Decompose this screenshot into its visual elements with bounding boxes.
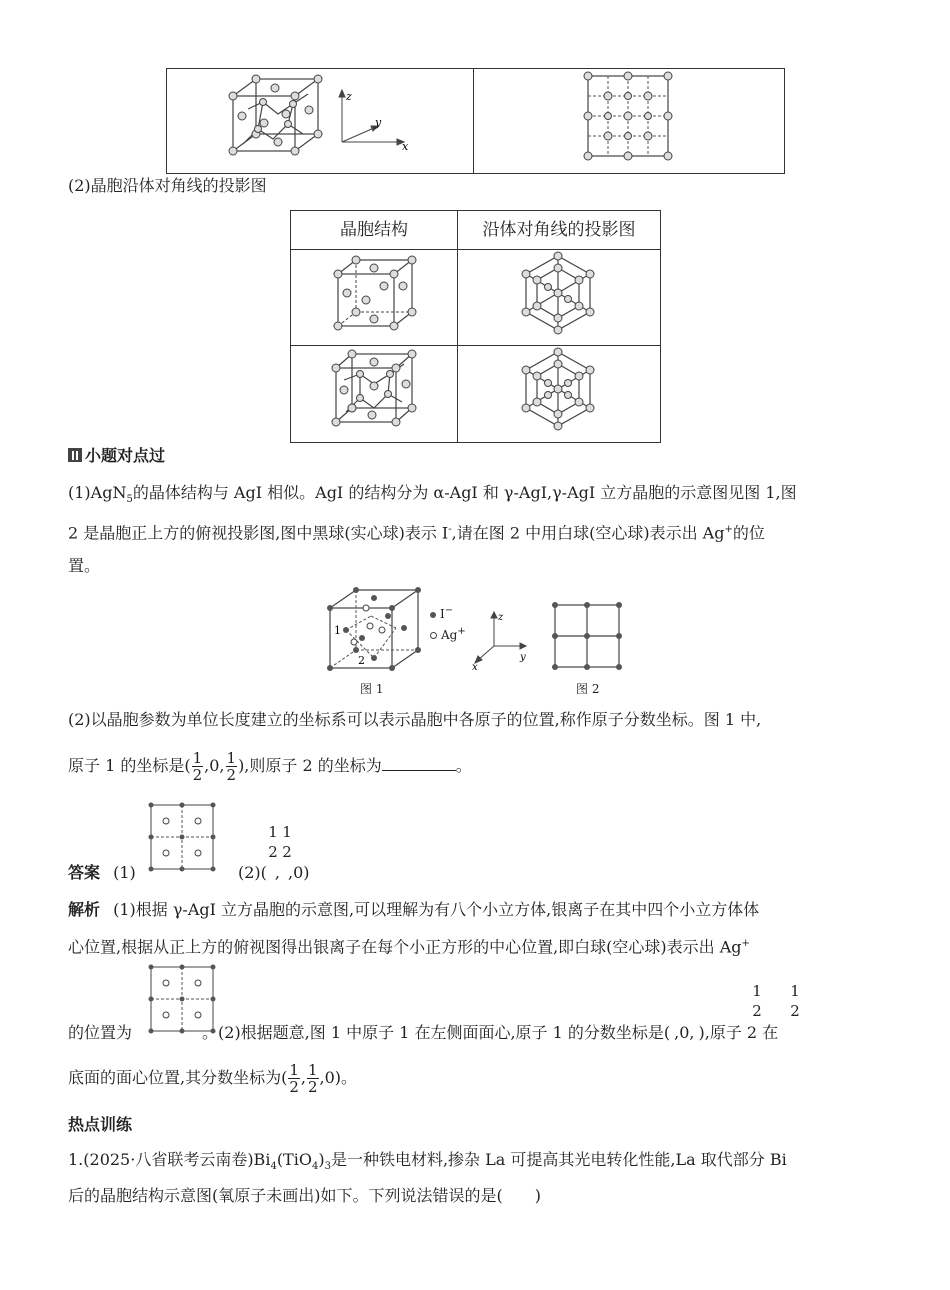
quiz-heading-text: 小题对点过: [85, 446, 166, 465]
atom-1-label: 1: [334, 624, 341, 637]
fraction-half: $\frac{1}{2}$: [192, 749, 203, 784]
hot-q1-line2: 后的晶胞结构示意图(氧原子未画出)如下。下列说法错误的是( ): [68, 1186, 541, 1205]
q2-line2: 原子 1 的坐标是( $\frac{1}{2}$ ,0, $\frac{1}{2}$ ),则原子 2 的坐标为 。: [68, 749, 472, 784]
analysis-line1: 解析 (1)根据 γ-AgI 立方晶胞的示意图,可以理解为有八个小立方体,银离子在其中四个小立方体体: [68, 900, 760, 919]
figure1-legend: [430, 602, 466, 644]
answer-blank[interactable]: [382, 752, 456, 771]
svg-text:z: z: [498, 612, 504, 623]
analysis-line4: 底面的面心位置,其分数坐标为( $\frac{1}{2}$ , $\frac{1}{2}$ ,0)。: [68, 1061, 358, 1096]
analysis-line3: 的位置为 。(2)根据题意,图 1 中原子 1 在左侧面面心,原子 1 的分数坐标是( ,0, ),原子 2 在: [68, 1023, 779, 1042]
fraction-half: $\frac{1}{2}$: [307, 1061, 318, 1096]
figure1-cube-diagram: [326, 586, 426, 672]
figure2-caption: 图 2: [576, 682, 600, 696]
figure1-axes: [470, 610, 532, 673]
axis-x-label: x: [402, 140, 409, 153]
header-cell-structure: 晶胞结构: [340, 220, 408, 240]
axes-diagram: [334, 88, 414, 152]
diamond-cell-diagram: [228, 74, 328, 158]
hot-q1-line1: 1.(2025·八省联考云南卷)$Bi_4(TiO_4)_3$是一种铁电材料,掺杂 La 可提高其光电转化性能,La 取代部分 Bi: [68, 1150, 787, 1173]
legend-item-silver: Ag+: [430, 623, 466, 644]
svg-text:y: y: [520, 652, 526, 663]
answer-grid-diagram: [148, 802, 216, 872]
q1-line3: 置。: [68, 556, 101, 575]
hot-heading: 热点训练: [68, 1115, 133, 1134]
fcc-cell-diagram: [334, 256, 416, 330]
filled-circle-icon: [430, 612, 436, 618]
analysis-line2: 心位置,根据从正上方的俯视图得出银离子在每个小正方形的中心位置,即白球(空心球)表示出 Ag+: [68, 937, 750, 957]
fraction-half: $\frac{1}{2}$: [289, 1061, 299, 1096]
answer-label: 答案: [68, 863, 101, 882]
quiz-heading: [68, 441, 165, 471]
q1-line1: (1)AgN$_5$的晶体结构与 AgI 相似。AgI 的结构分为 α-AgI 和 γ-AgI,γ-AgI 立方晶胞的示意图见图 1,图: [68, 483, 797, 506]
axis-z-label: z: [346, 90, 352, 103]
row-divider: [291, 249, 660, 250]
section-marker-icon: [68, 448, 82, 462]
row-divider: [291, 345, 660, 346]
answer-part2: (2)( , ,0): [238, 863, 310, 882]
hollow-circle-icon: [430, 632, 437, 639]
section-heading: (2)晶胞沿体对角线的投影图: [68, 176, 267, 195]
answer-line: 答案 (1): [68, 863, 136, 882]
header-cell-projection: 沿体对角线的投影图: [482, 220, 636, 240]
top-projection-diagram: [584, 72, 672, 160]
analysis-frac-top: 1 1: [752, 982, 800, 1000]
analysis-label: 解析: [68, 900, 101, 919]
diamond-cell-diagram-2: [332, 350, 418, 426]
q1-line2: 2 是晶胞正上方的俯视投影图,图中黑球(实心球)表示 I-,请在图 2 中用白球(空心球)表示出 Ag+的位: [68, 523, 765, 543]
figure2-grid-diagram: [552, 602, 622, 670]
hexagon-projection-1: [522, 252, 594, 334]
col-divider: [457, 211, 458, 442]
fraction-half: $\frac{1}{2}$: [226, 749, 237, 784]
axis-y-label: y: [375, 116, 382, 129]
atom-2-label: 2: [358, 654, 365, 667]
svg-text:x: x: [472, 662, 478, 673]
q2-line1: (2)以晶胞参数为单位长度建立的坐标系可以表示晶胞中各原子的位置,称作原子分数坐标。图 1 中,: [68, 710, 762, 729]
answer-frac-bottom: 2 2: [268, 843, 292, 861]
analysis-frac-bottom: 2 2: [752, 1002, 800, 1020]
hexagon-projection-2: [522, 348, 594, 430]
table-divider: [473, 69, 474, 173]
figure1-caption: 图 1: [360, 682, 384, 696]
legend-item-iodide: I−: [430, 602, 466, 623]
answer-frac-top: 1 1: [268, 823, 292, 841]
